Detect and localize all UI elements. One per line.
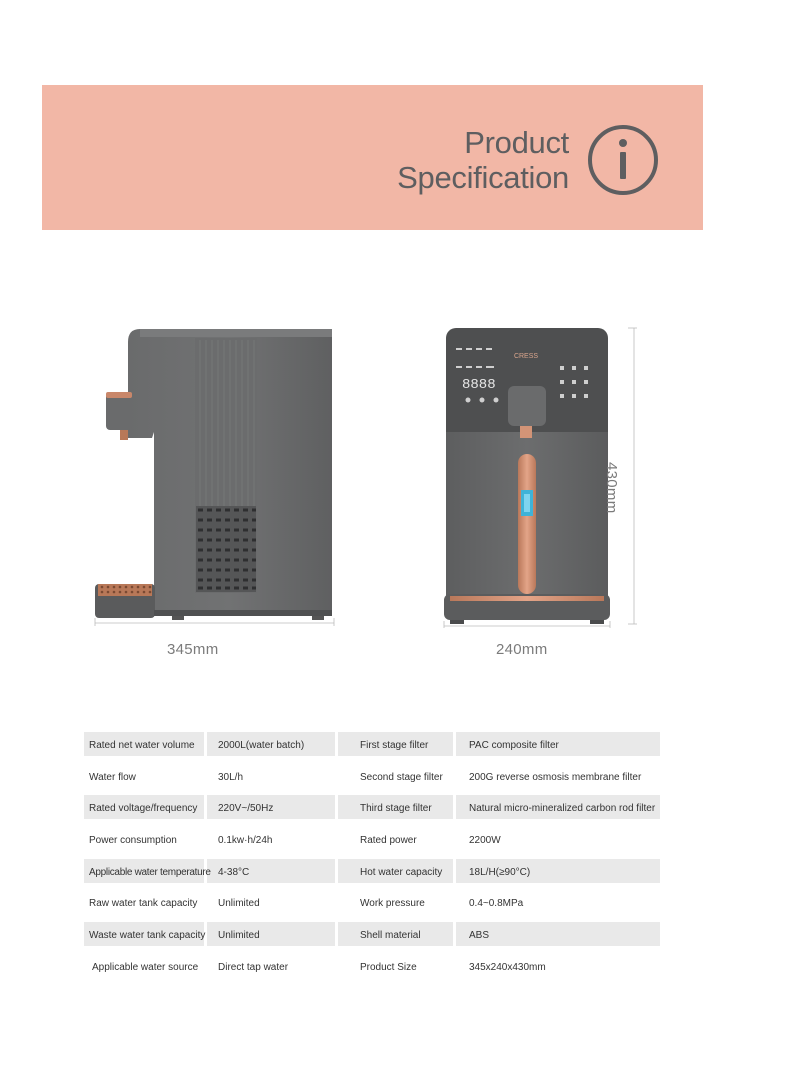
info-icon (586, 123, 660, 197)
spec-label: Product Size (360, 961, 417, 973)
spec-row (84, 953, 660, 985)
spec-label: Applicable water temperature (89, 866, 211, 878)
spec-value: 200G reverse osmosis membrane filter (469, 771, 642, 783)
device-side-view (92, 326, 337, 626)
spec-label: First stage filter (360, 740, 429, 751)
banner-title (397, 125, 569, 195)
spec-row (84, 794, 660, 826)
spec-value: 18L/H(≥90°C) (469, 866, 531, 878)
spec-value: 2000L(water batch) (218, 740, 305, 751)
spec-value: 30L/h (218, 771, 244, 783)
depth-dimension: 240mm (496, 641, 548, 658)
spec-label: Third stage filter (360, 803, 432, 815)
spec-row (84, 921, 660, 953)
banner-title-line2: Specification (397, 160, 569, 195)
spec-row (84, 826, 660, 858)
spec-row (84, 763, 660, 795)
spec-value: Direct tap water (218, 961, 289, 973)
spec-value: PAC composite filter (469, 740, 559, 751)
spec-label: Rated net water volume (89, 740, 195, 751)
spec-value: ABS (469, 930, 490, 942)
spec-label: Hot water capacity (360, 866, 443, 878)
banner-title-line1: Product (464, 125, 569, 160)
spec-label: Power consumption (89, 835, 177, 847)
brand-logo: CRESS (513, 353, 539, 360)
spec-row (84, 889, 660, 921)
spec-label: Rated power (360, 835, 417, 847)
spec-label: Shell material (360, 930, 421, 942)
spec-row (84, 731, 660, 763)
spec-value: 4-38°C (218, 866, 250, 878)
spec-value: 0.1kw·h/24h (218, 835, 273, 847)
spec-value: Unlimited (218, 898, 260, 910)
spec-label: Second stage filter (360, 771, 443, 783)
spec-label: Water flow (89, 771, 136, 783)
spec-table (84, 731, 660, 985)
width-dimension: 345mm (167, 641, 219, 658)
panel-display: 8888 (462, 377, 496, 393)
spec-value: 345x240x430mm (469, 961, 546, 973)
spec-value: Natural micro-mineralized carbon rod filter (469, 803, 656, 815)
spec-label: Work pressure (360, 898, 425, 910)
spec-label: Waste water tank capacity (89, 930, 206, 942)
spec-value: 0.4~0.8MPa (469, 898, 524, 910)
spec-label: Applicable water source (92, 961, 199, 973)
spec-label: Rated voltage/frequency (89, 803, 198, 815)
spec-banner (42, 85, 703, 230)
spec-row (84, 858, 660, 890)
spec-value: Unlimited (218, 930, 260, 942)
height-dimension: 430mm (603, 462, 620, 514)
spec-value: 2200W (469, 835, 501, 847)
spec-value: 220V~/50Hz (218, 803, 274, 815)
spec-label: Raw water tank capacity (89, 898, 198, 910)
